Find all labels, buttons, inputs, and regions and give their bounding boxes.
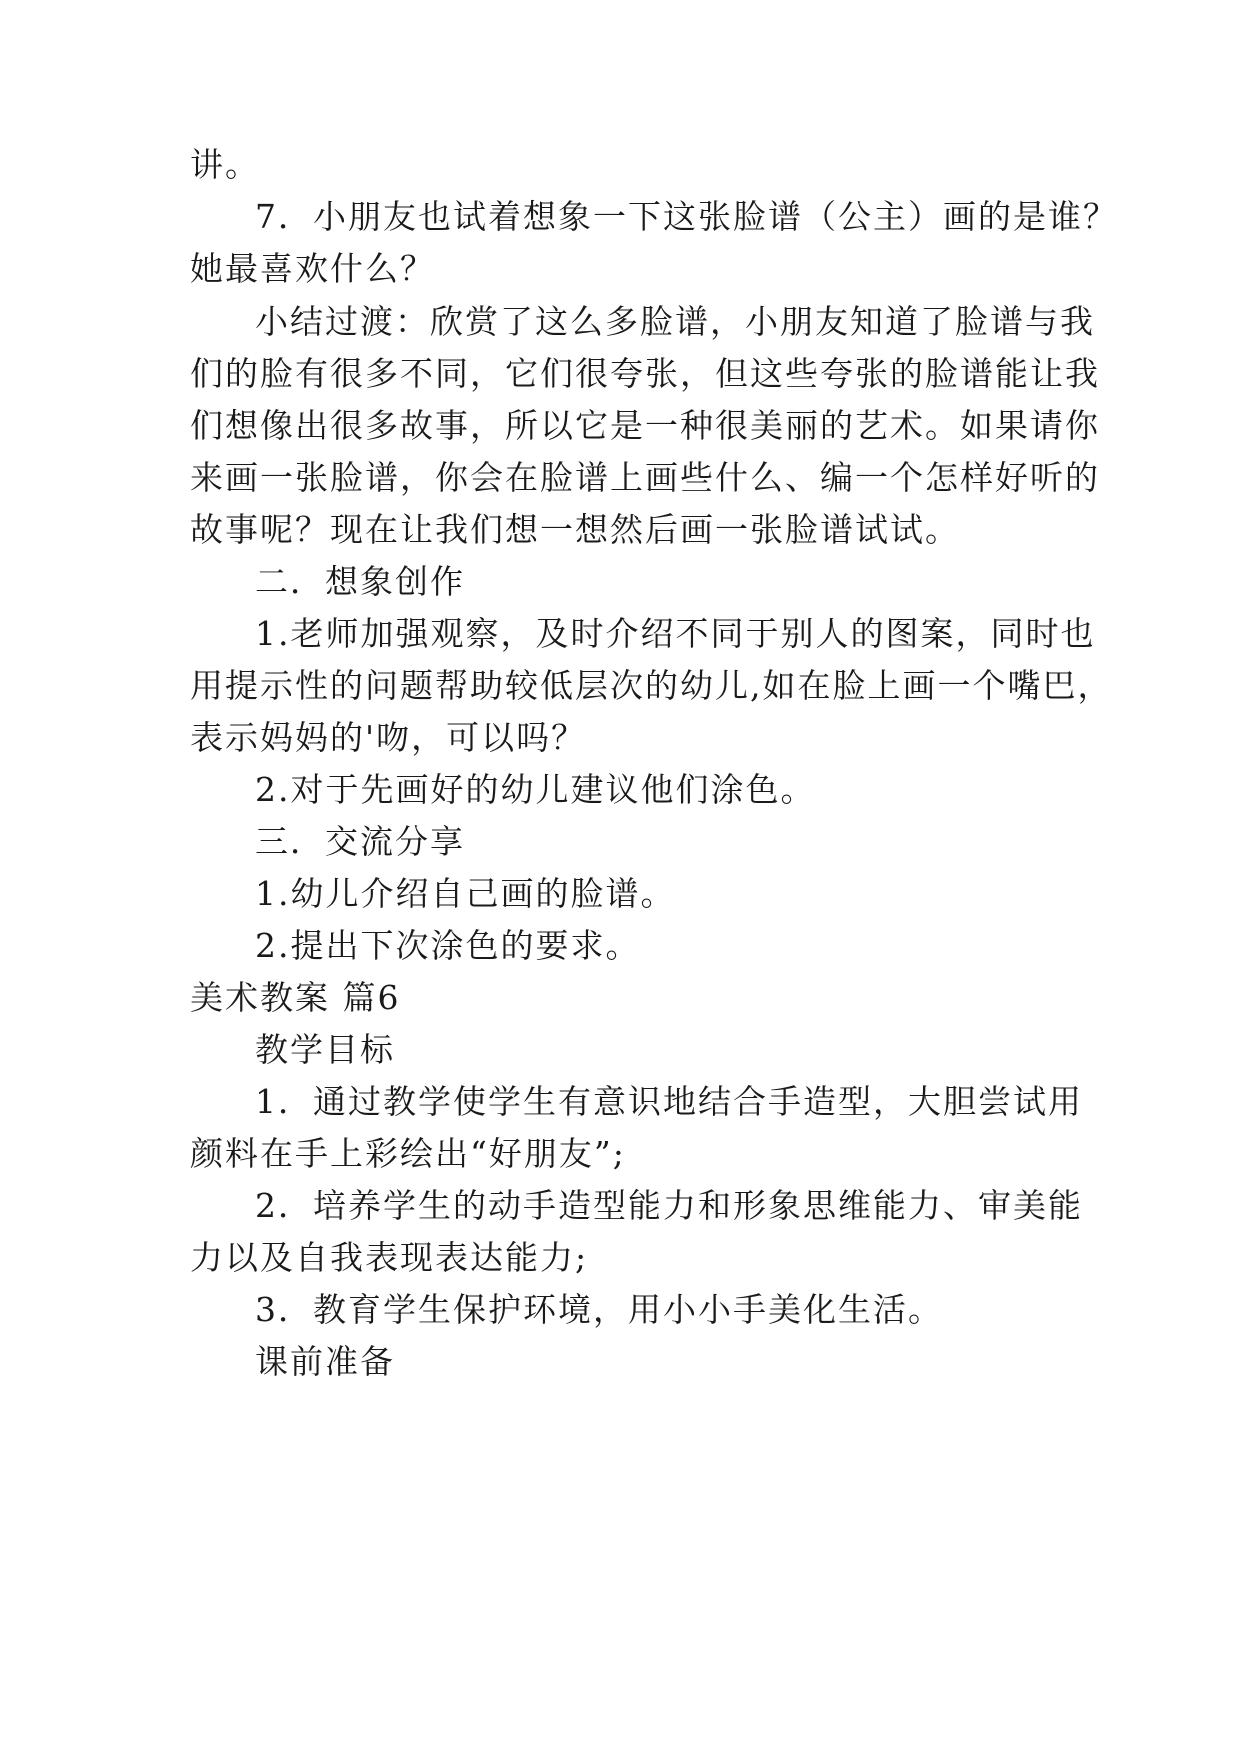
text-line: 2．培养学生的动手造型能力和形象思维能力、审美能 [255, 1186, 1083, 1225]
article-title: 美术教案 篇6 [190, 978, 401, 1017]
text-line: 她最喜欢什么？ [190, 249, 435, 288]
text-line: 1.老师加强观察，及时介绍不同于别人的图案，同时也 [255, 614, 1096, 653]
text-line: 颜料在手上彩绘出“好朋友”; [190, 1134, 626, 1173]
text-line: 1．通过教学使学生有意识地结合手造型，大胆尝试用 [255, 1082, 1083, 1121]
text-line: 来画一张脸谱，你会在脸谱上画些什么、编一个怎样好听的 [190, 458, 1100, 497]
text-line: 们的脸有很多不同，它们很夸张，但这些夸张的脸谱能让我 [190, 354, 1100, 393]
text-line: 3．教育学生保护环境，用小小手美化生活。 [255, 1290, 943, 1329]
text-line: 讲。 [190, 145, 260, 184]
text-line: 表示妈妈的'吻，可以吗？ [190, 718, 587, 757]
text-line: 故事呢？现在让我们想一想然后画一张脸谱试试。 [190, 510, 960, 549]
text-line: 1.幼儿介绍自己画的脸谱。 [255, 874, 676, 913]
section-heading: 二．想象创作 [255, 562, 465, 601]
text-line: 用提示性的问题帮助较低层次的幼儿,如在脸上画一个嘴巴， [190, 666, 1113, 705]
section-heading: 三．交流分享 [255, 822, 465, 861]
section-heading: 课前准备 [255, 1342, 395, 1381]
text-line: 2.提出下次涂色的要求。 [255, 926, 641, 965]
text-line: 力以及自我表现表达能力; [190, 1238, 589, 1277]
text-line: 小结过渡：欣赏了这么多脸谱，小朋友知道了脸谱与我 [255, 302, 1095, 341]
text-line: 7．小朋友也试着想象一下这张脸谱（公主）画的是谁？ [255, 197, 1118, 236]
text-line: 们想像出很多故事，所以它是一种很美丽的艺术。如果请你 [190, 406, 1100, 445]
section-heading: 教学目标 [255, 1030, 395, 1069]
text-line: 2.对于先画好的幼儿建议他们涂色。 [255, 770, 816, 809]
